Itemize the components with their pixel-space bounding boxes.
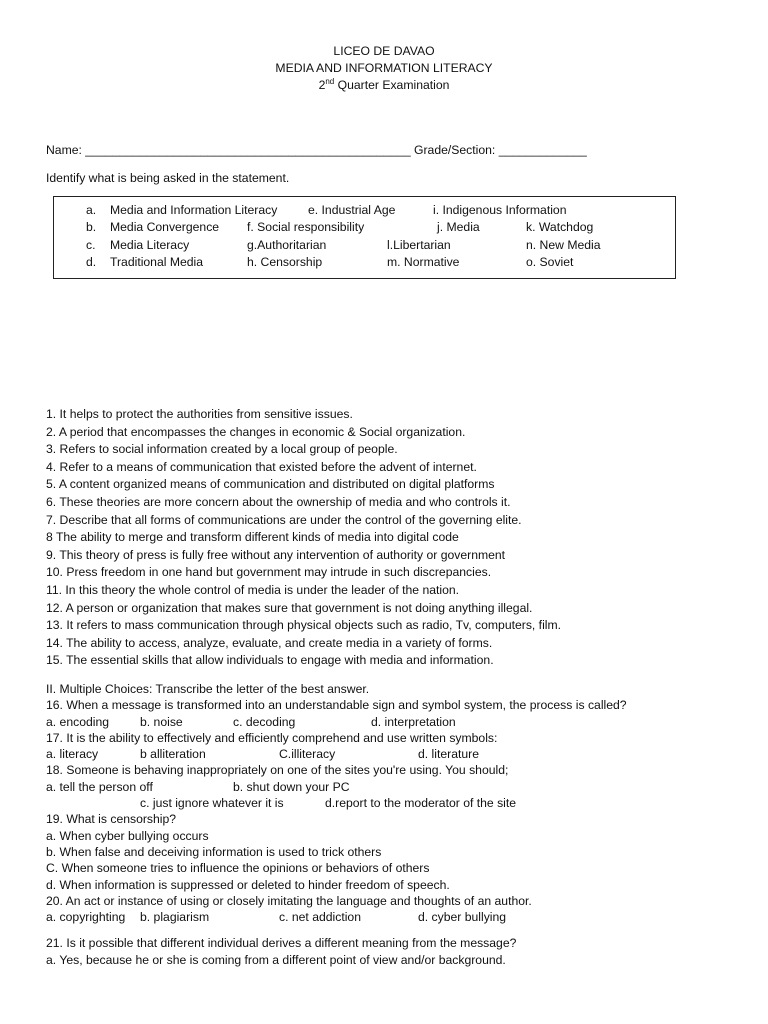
- question-21: 21. Is it possible that different individual derives a different meaning from the message?: [46, 936, 517, 950]
- q17-option-c[interactable]: C.illiteracy: [279, 747, 336, 762]
- exam-title-rest: Quarter Examination: [334, 78, 450, 92]
- choice-g: g.Authoritarian: [247, 238, 327, 252]
- q18-option-b[interactable]: b. shut down your PC: [233, 779, 350, 794]
- question-21-block: [46, 935, 516, 969]
- q19-option-a[interactable]: a. When cyber bullying occurs: [46, 828, 209, 843]
- question-17: 17. It is the ability to effectively and efficiently comprehend and use written symbols:: [46, 730, 498, 745]
- choice-a: a. Media and Information Literacy: [86, 203, 278, 217]
- choice-d: d. Traditional Media: [86, 255, 204, 269]
- question-6: 6. These theories are more concern about the ownership of media and who controls it.: [46, 494, 511, 509]
- choice-l: l.Libertarian: [387, 238, 451, 252]
- question-1: 1. It helps to protect the authorities from sensitive issues.: [46, 407, 353, 421]
- choice-h: h. Censorship: [247, 255, 323, 269]
- section2-heading: II. Multiple Choices: Transcribe the letter of the best answer.: [46, 682, 370, 696]
- q17-options: [46, 746, 627, 762]
- question-7: 7. Describe that all forms of communications are under the control of the governing elite.: [46, 512, 522, 527]
- choice-b: b. Media Convergence: [86, 220, 220, 234]
- q16-option-d[interactable]: d. interpretation: [371, 714, 456, 729]
- q19-option-c[interactable]: C. When someone tries to influence the opinions or behaviors of others: [46, 861, 430, 876]
- exam-ordinal: nd: [325, 76, 335, 86]
- choice-o: o. Soviet: [526, 255, 574, 269]
- name-grade-line[interactable]: Name: ________________________________________________ Grade/Section: _____________: [46, 143, 587, 157]
- identification-questions: [46, 406, 561, 670]
- q18-option-d[interactable]: d.report to the moderator of the site: [325, 796, 517, 811]
- question-4: 4. Refer to a means of communication that existed before the advent of internet.: [46, 459, 477, 474]
- question-14: 14. The ability to access, analyze, evaluate, and create media in a variety of forms.: [46, 635, 493, 650]
- q16-option-b[interactable]: b. noise: [140, 714, 183, 729]
- question-9: 9. This theory of press is fully free without any intervention of authority or government: [46, 547, 506, 562]
- choice-e: e. Industrial Age: [308, 203, 396, 217]
- question-15: 15. The essential skills that allow individuals to engage with media and information.: [46, 653, 494, 668]
- question-18: 18. Someone is behaving inappropriately on one of the sites you're using. You should;: [46, 763, 509, 778]
- q20-option-a[interactable]: a. copyrighting: [46, 910, 126, 925]
- choice-i: i. Indigenous Information: [433, 203, 567, 217]
- question-11: 11. In this theory the whole control of media is under the leader of the nation.: [46, 582, 460, 597]
- question-5: 5. A content organized means of communication and distributed on digital platforms: [46, 477, 495, 492]
- exam-title: [0, 77, 768, 94]
- q18-options-row1: [46, 779, 627, 795]
- question-2: 2. A period that encompasses the changes in economic & Social organization.: [46, 424, 466, 439]
- q19-option-d[interactable]: d. When information is suppressed or deleted to hinder freedom of speech.: [46, 877, 450, 892]
- instruction-text: Identify what is being asked in the statement.: [46, 171, 290, 185]
- q16-option-c[interactable]: c. decoding: [233, 714, 296, 729]
- question-20: 20. An act or instance of using or closely imitating the language and thoughts of an author.: [46, 893, 532, 908]
- q18-option-a[interactable]: a. tell the person off: [46, 779, 153, 794]
- choice-k: k. Watchdog: [526, 220, 594, 234]
- q20-option-b[interactable]: b. plagiarism: [140, 910, 210, 925]
- q20-option-c[interactable]: c. net addiction: [279, 910, 361, 925]
- school-name: LICEO DE DAVAO: [333, 44, 435, 58]
- question-13: 13. It refers to mass communication through physical objects such as radio, Tv, computers, film.: [46, 618, 562, 633]
- question-16: 16. When a message is transformed into an understandable sign and symbol system, the process is called?: [46, 698, 627, 713]
- choices-box: [53, 196, 676, 279]
- choice-m: m. Normative: [387, 255, 460, 269]
- q18-option-c[interactable]: c. just ignore whatever it is: [140, 796, 284, 811]
- question-10: 10. Press freedom in one hand but government may intrude in such discrepancies.: [46, 565, 492, 580]
- multiple-choice-section: [46, 681, 627, 925]
- q21-option-a[interactable]: a. Yes, because he or she is coming from a different point of view and/or background.: [46, 953, 506, 967]
- q18-options-row2: [46, 795, 627, 811]
- q17-option-a[interactable]: a. literacy: [46, 747, 99, 762]
- choice-c: c. Media Literacy: [86, 238, 190, 252]
- exam-header: [0, 43, 768, 94]
- subject-title: MEDIA AND INFORMATION LITERACY: [275, 61, 493, 75]
- q17-option-b[interactable]: b alliteration: [140, 747, 206, 762]
- question-3: 3. Refers to social information created by a local group of people.: [46, 442, 398, 457]
- choice-j: j. Media: [437, 220, 480, 234]
- exam-number: 2: [318, 78, 326, 92]
- choice-f: f. Social responsibility: [247, 220, 365, 234]
- choice-n: n. New Media: [526, 238, 601, 252]
- question-19: 19. What is censorship?: [46, 812, 177, 827]
- question-8: 8 The ability to merge and transform different kinds of media into digital code: [46, 530, 459, 545]
- q16-option-a[interactable]: a. encoding: [46, 714, 110, 729]
- q20-options: [46, 909, 627, 925]
- q19-option-b[interactable]: b. When false and deceiving information is used to trick others: [46, 844, 382, 859]
- question-12: 12. A person or organization that makes sure that government is not doing anything illegal.: [46, 600, 533, 615]
- q20-option-d[interactable]: d. cyber bullying: [418, 910, 507, 925]
- q16-options: [46, 714, 627, 730]
- q17-option-d[interactable]: d. literature: [418, 747, 479, 762]
